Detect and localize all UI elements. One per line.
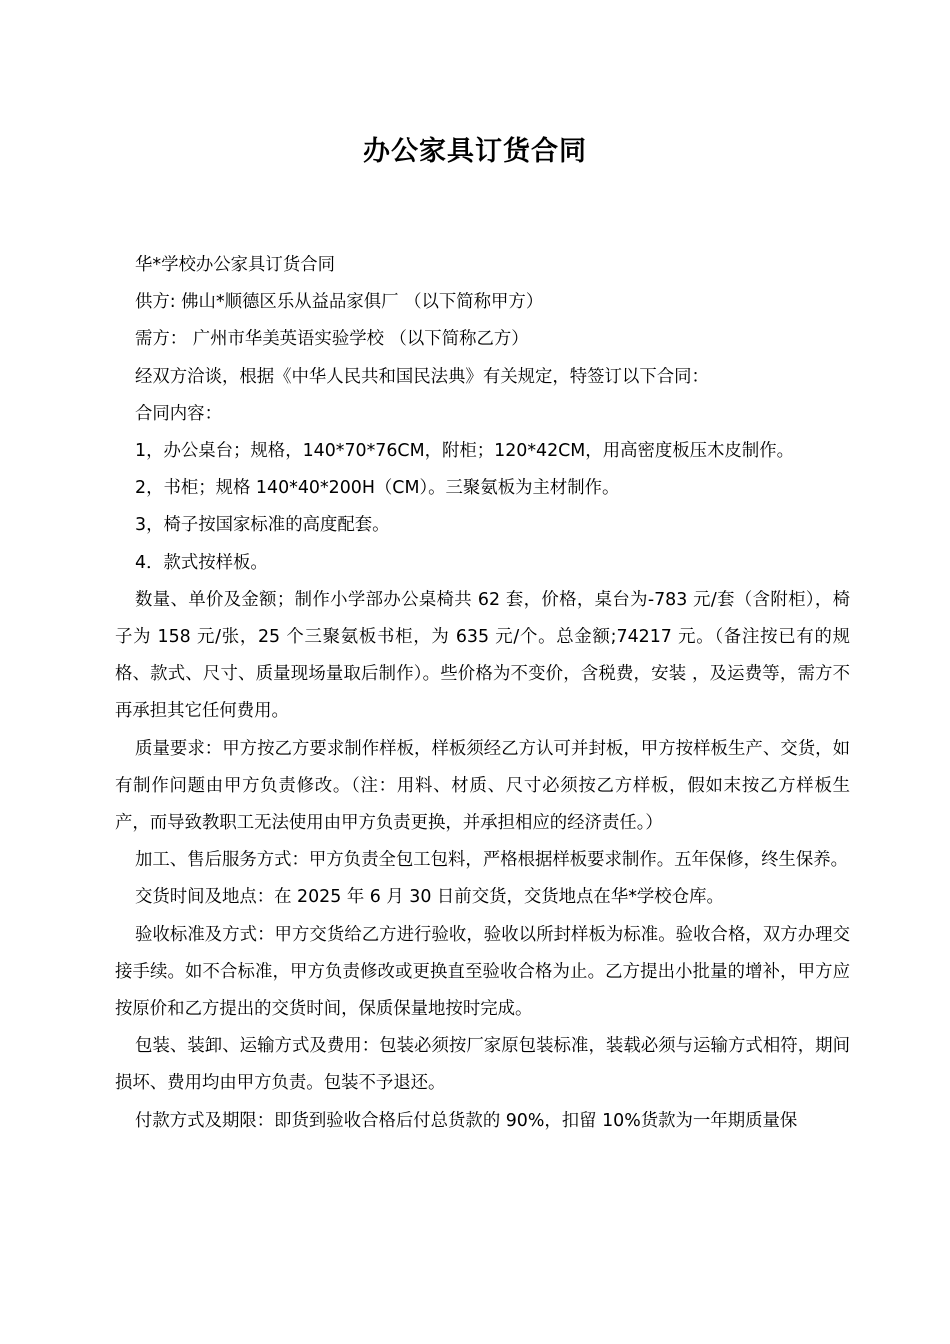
quantity-price-clause: 数量、单价及金额；制作小学部办公桌椅共 62 套，价格，桌台为-783 元/套（含附柜），椅子为 158 元/张，25 个三聚氨板书柜，为 635 元/个。总金额;74217 元。（备注按已有的规格、款式、尺寸、质量现场量取后制作）。些价格为不变价，含税费，安装 ，及运费等，需方不再承担其它任何费用。 — [115, 589, 850, 722]
document-body — [115, 247, 850, 1140]
document-title: 办公家具订货合同 — [363, 136, 587, 167]
contract-heading: 华*学校办公家具订货合同 — [135, 255, 335, 275]
buyer-line: 需方： 广州市华美英语实验学校 （以下简称乙方） — [135, 329, 529, 350]
contract-content-label: 合同内容： — [135, 403, 222, 424]
item-chair: 3，椅子按国家标准的高度配套。 — [135, 515, 390, 536]
packaging-clause: 包装、装卸、运输方式及费用：包装必须按厂家原包装标准，装载必须与运输方式相符，期间损坏、费用均由甲方负责。包装不予退还。 — [115, 1036, 850, 1094]
item-desk: 1，办公桌台；规格，140*70*76CM，附柜；120*42CM，用高密度板压木皮制作。 — [135, 441, 794, 462]
item-style: 4．款式按样板。 — [135, 552, 268, 573]
quality-clause: 质量要求：甲方按乙方要求制作样板，样板须经乙方认可并封板，甲方按样板生产、交货，如有制作问题由甲方负责修改。（注：用料、材质、尺寸必须按乙方样板，假如末按乙方样板生产，而导致教职工无法使用由甲方负责更换，并承担相应的经济责任。） — [115, 738, 850, 834]
item-bookcase: 2，书柜；规格 140*40*200H（CM）。三聚氨板为主材制作。 — [135, 478, 620, 499]
acceptance-clause: 验收标准及方式：甲方交货给乙方进行验收，验收以所封样板为标准。验收合格，双方办理交接手续。如不合标准，甲方负责修改或更换直至验收合格为止。乙方提出小批量的增补，甲方应按原价和乙方提出的交货时间，保质保量地按时完成。 — [115, 924, 850, 1020]
delivery-clause: 交货时间及地点：在 2025 年 6 月 30 日前交货，交货地点在华*学校仓库。 — [135, 887, 724, 908]
agreement-intro: 经双方洽谈，根据《中华人民共和国民法典》有关规定，特签订以下合同： — [135, 366, 709, 387]
supplier-line: 供方: 佛山*顺德区乐从益品家俱厂 （以下简称甲方） — [135, 292, 544, 313]
payment-clause: 付款方式及期限：即货到验收合格后付总货款的 90%，扣留 10%货款为一年期质量保 — [135, 1110, 798, 1131]
service-clause: 加工、售后服务方式：甲方负责全包工包料，严格根据样板要求制作。五年保修，终生保养。 — [135, 850, 849, 871]
